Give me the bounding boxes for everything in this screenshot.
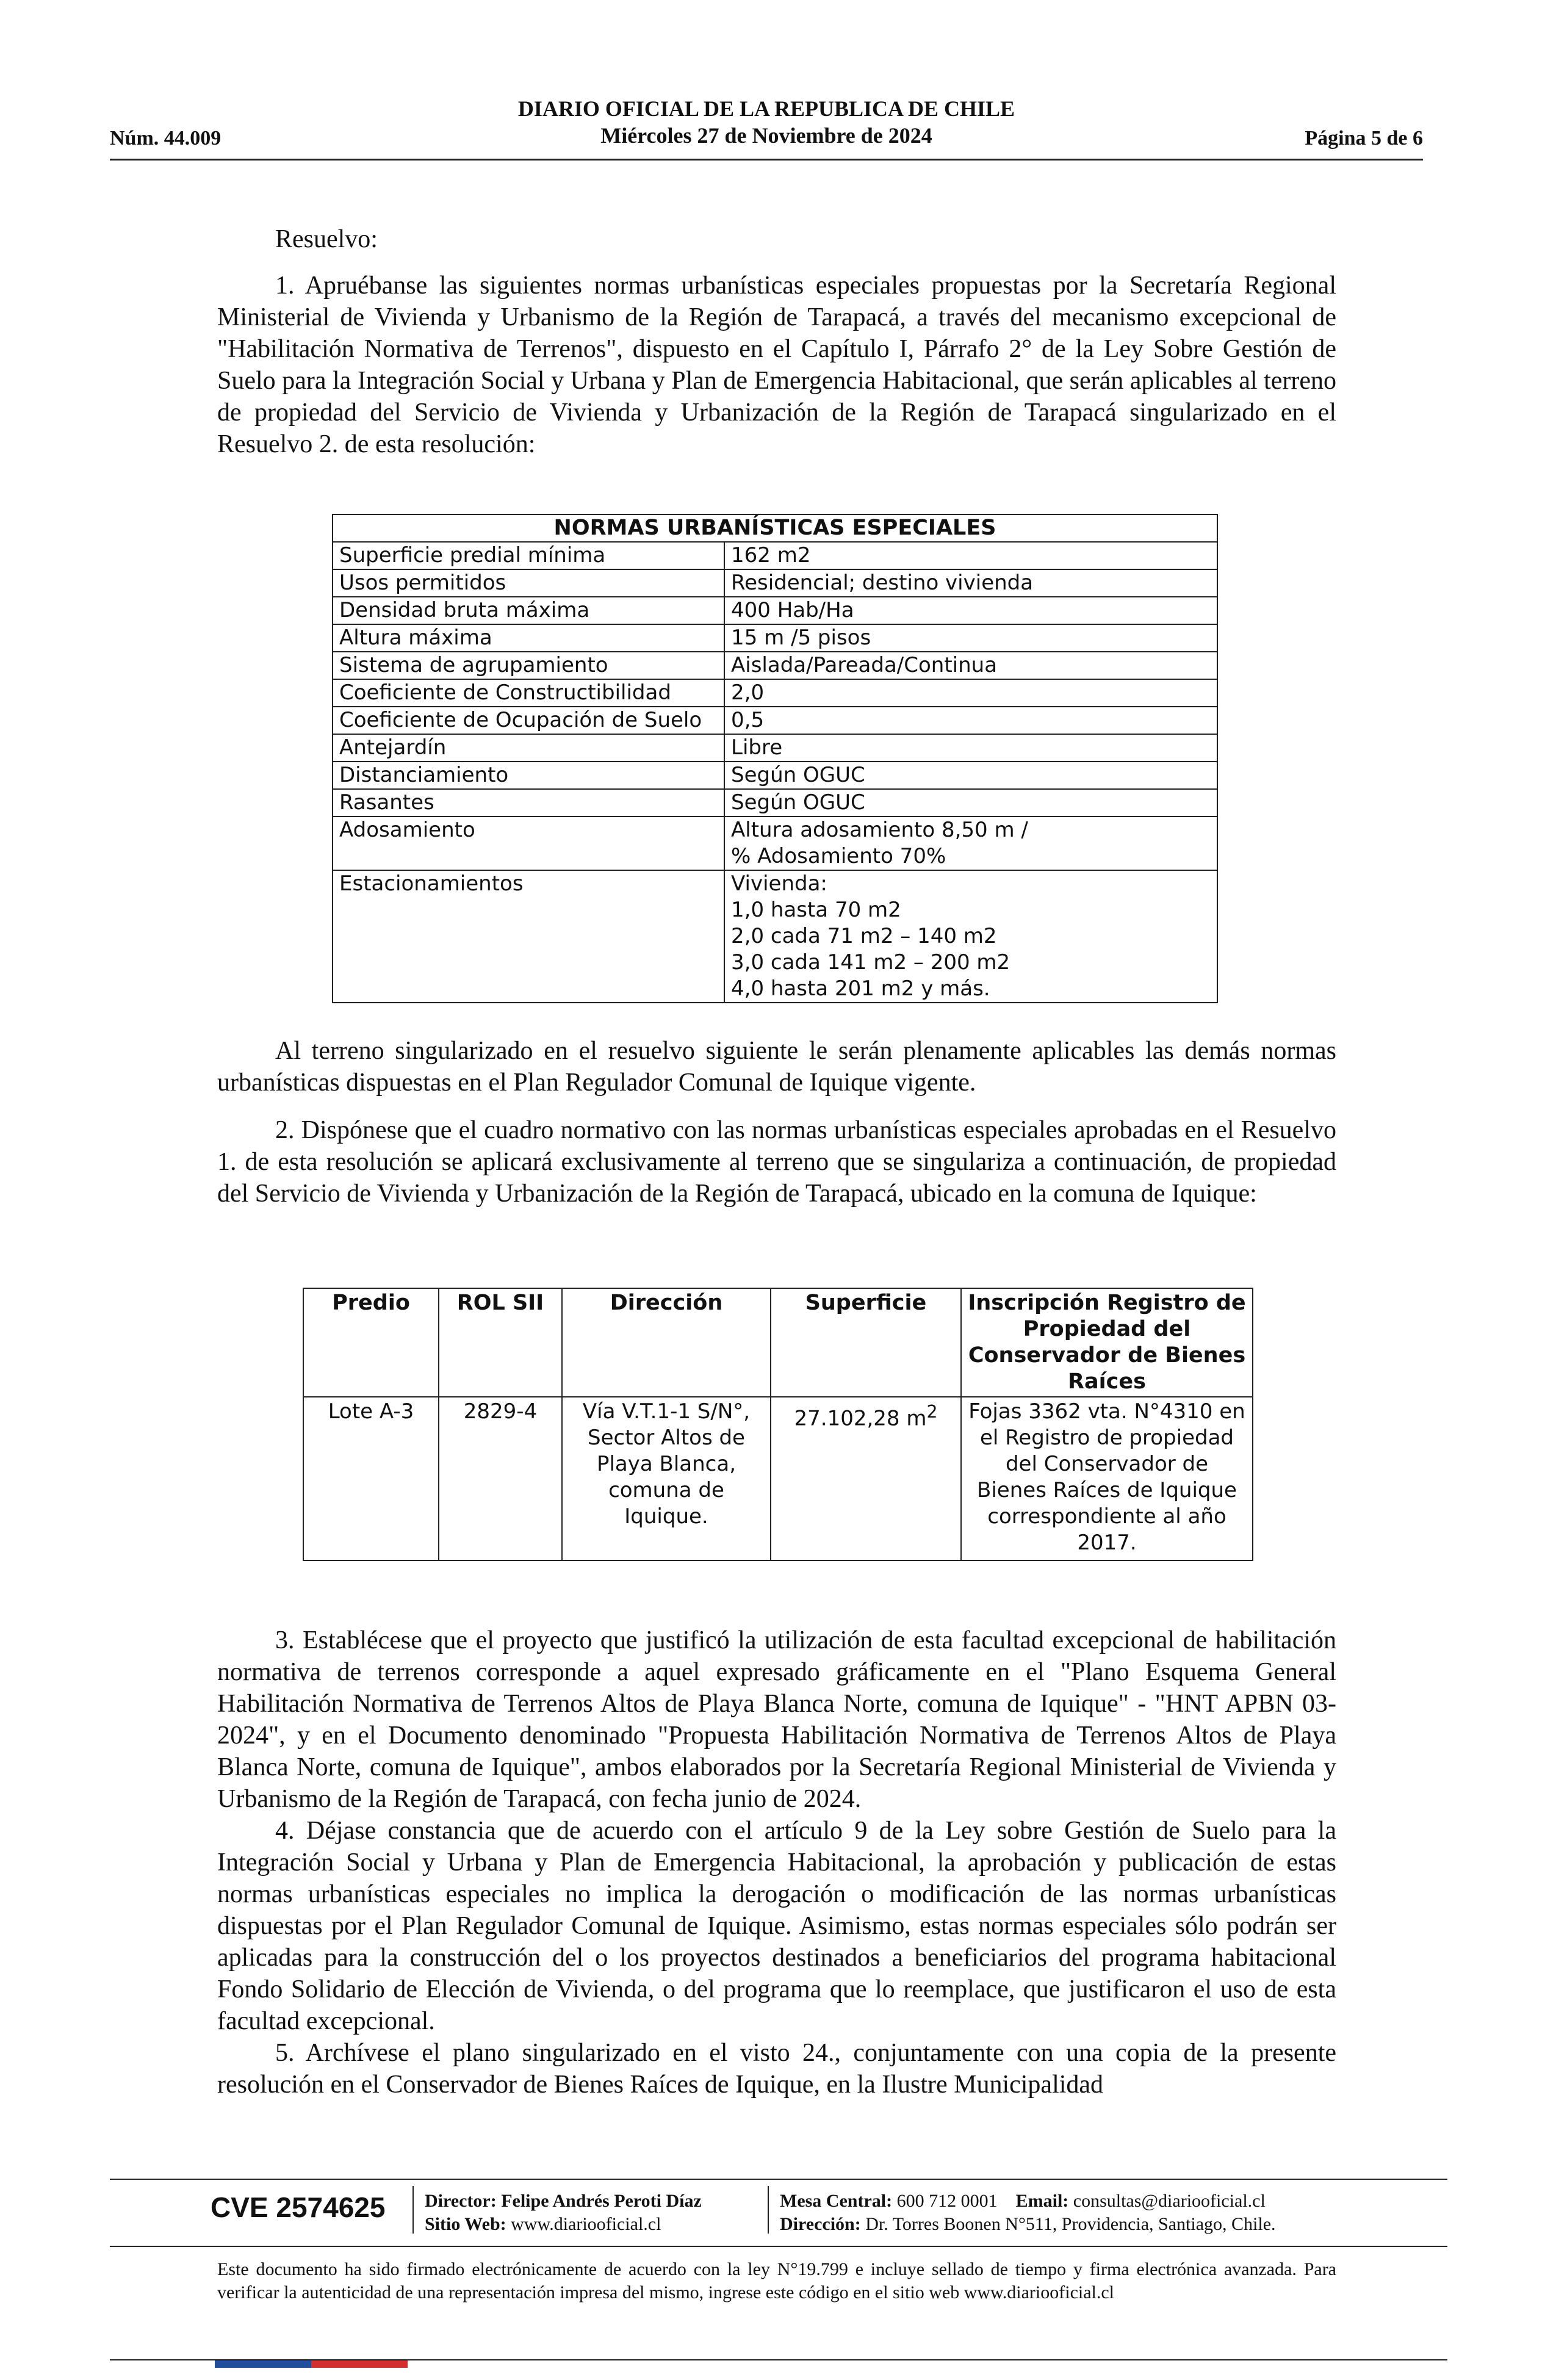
normas-row	[333, 679, 1217, 707]
section-resuelvo	[217, 223, 1336, 460]
normas-caption: NORMAS URBANÍSTICAS ESPECIALES	[333, 514, 1217, 542]
norma-value: Según OGUC	[724, 762, 1217, 789]
web-label: Sitio Web:	[425, 2214, 506, 2234]
norma-name: Altura máxima	[333, 624, 724, 652]
paragraph-5: 5. Archívese el plano singularizado en el visto 24., conjuntamente con una copia de la presente resolución en el Conservador de Bienes Raíces de Iquique, en la Ilustre Municipalidad	[217, 2039, 1336, 2099]
footer-contact-block	[780, 2190, 1276, 2236]
issue-number: Núm. 44.009	[110, 127, 222, 150]
director-name: Felipe Andrés Peroti Díaz	[501, 2191, 702, 2211]
normas-row	[333, 597, 1217, 624]
cell-direccion: Vía V.T.1-1 S/N°, Sector Altos de Playa Blanca, comuna de Iquique.	[562, 1397, 771, 1560]
address-line	[780, 2213, 1276, 2236]
mesa-label: Mesa Central:	[780, 2191, 893, 2211]
norma-name: Estacionamientos	[333, 870, 724, 1003]
norma-name: Usos permitidos	[333, 569, 724, 597]
norma-value: 0,5	[724, 707, 1217, 734]
normas-row	[333, 789, 1217, 817]
signature-note: Este documento ha sido firmado electrónicamente de acuerdo con la ley N°19.799 e incluye sellado de tiempo y firma electrónica avanzada. Para verificar la autenticidad de una representación impresa del mismo, ingrese este código en el sitio web www.diariooficial.cl	[217, 2259, 1336, 2302]
page-header	[110, 92, 1423, 160]
paragraph-4: 4. Déjase constancia que de acuerdo con el artículo 9 de la Ley sobre Gestión de Suelo para la Integración Social y Urbana y Plan de Emergencia Habitacional, la aprobación y publicación de estas normas urbanísticas especiales no implica la derogación o modificación de las normas urbanísticas dispuestas por el Plan Regulador Comunal de Iquique. Asimismo, estas normas especiales sólo podrán ser aplicadas para la construcción del o los proyectos destinados a beneficiarios del programa habitacional Fondo Solidario de Elección de Vivienda, o del programa que lo reemplace, que justificaron el uso de esta facultad excepcional.	[217, 1817, 1336, 2035]
web-line	[425, 2213, 702, 2236]
normas-row	[333, 707, 1217, 734]
norma-value: 400 Hab/Ha	[724, 597, 1217, 624]
norma-name: Coeficiente de Ocupación de Suelo	[333, 707, 724, 734]
norma-value: 2,0	[724, 679, 1217, 707]
normas-row	[333, 624, 1217, 652]
publication-date: Miércoles 27 de Noviembre de 2024	[600, 123, 932, 148]
normas-row	[333, 817, 1217, 870]
email-label: Email:	[1015, 2191, 1069, 2211]
mesa-line	[780, 2190, 1276, 2213]
col-rol: ROL SII	[439, 1288, 562, 1397]
predio-row	[303, 1397, 1253, 1560]
norma-name: Coeficiente de Constructibilidad	[333, 679, 724, 707]
norma-value: Residencial; destino vivienda	[724, 569, 1217, 597]
footer-mid-rule	[110, 2246, 1447, 2247]
norma-value: Aislada/Pareada/Continua	[724, 652, 1217, 679]
norma-name: Rasantes	[333, 789, 724, 817]
section-after-table	[217, 1035, 1336, 1210]
normas-row	[333, 762, 1217, 789]
flag-bar-blue	[215, 2360, 311, 2368]
norma-value: Según OGUC	[724, 789, 1217, 817]
paragraph-1: 1. Apruébanse las siguientes normas urbanísticas especiales propuestas por la Secretaría Regional Ministerial de Vivienda y Urbanismo de la Región de Tarapacá, a través del mecanismo excepcional de "Habilitación Normativa de Terrenos", dispuesto en el Capítulo I, Párrafo 2° de la Ley Sobre Gestión de Suelo para la Integración Social y Urbana y Plan de Emergencia Habitacional, que serán aplicables al terreno de propiedad del Servicio de Vivienda y Urbanización de la Región de Tarapacá singularizado en el Resuelvo 2. de esta resolución:	[217, 272, 1336, 458]
normas-row	[333, 542, 1217, 569]
norma-value: Libre	[724, 734, 1217, 762]
norma-name: Adosamiento	[333, 817, 724, 870]
normas-table	[332, 514, 1218, 1003]
norma-name: Distanciamiento	[333, 762, 724, 789]
footer-separator-2	[768, 2186, 769, 2234]
normas-row	[333, 652, 1217, 679]
footer-director-block	[425, 2190, 702, 2236]
predio-table	[303, 1288, 1253, 1561]
superficie-superscript: 2	[926, 1402, 938, 1422]
address-value: Dr. Torres Boonen N°511, Providencia, Santiago, Chile.	[865, 2214, 1276, 2234]
cell-rol: 2829-4	[439, 1397, 562, 1560]
norma-name: Sistema de agrupamiento	[333, 652, 724, 679]
cell-inscripcion: Fojas 3362 vta. N°4310 en el Registro de propiedad del Conservador de Bienes Raíces de Iquique correspondiente al año 2017.	[961, 1397, 1253, 1560]
paragraph-2: 2. Dispónese que el cuadro normativo con las normas urbanísticas especiales aprobadas en el Resuelvo 1. de esta resolución se aplicará exclusivamente al terreno que se singulariza a continuación, de propiedad del Servicio de Vivienda y Urbanización de la Región de Tarapacá, ubicado en la comuna de Iquique:	[217, 1116, 1336, 1208]
page-number: Página 5 de 6	[1305, 127, 1423, 150]
section-resolutions	[217, 1625, 1336, 2101]
resuelvo-label: Resuelvo:	[275, 225, 378, 253]
col-inscripcion: Inscripción Registro de Propiedad del Conservador de Bienes Raíces	[961, 1288, 1253, 1397]
normas-caption-row	[333, 514, 1217, 542]
address-label: Dirección:	[780, 2214, 861, 2234]
footer-separator-1	[412, 2186, 414, 2234]
director-line	[425, 2190, 702, 2213]
col-predio: Predio	[303, 1288, 439, 1397]
director-label: Director:	[425, 2191, 497, 2211]
web-link[interactable]: www.diariooficial.cl	[511, 2214, 661, 2234]
norma-value: Vivienda: 1,0 hasta 70 m2 2,0 cada 71 m2 – 140 m2 3,0 cada 141 m2 – 200 m2 4,0 hasta 201 m2 y más.	[724, 870, 1217, 1003]
predio-header-row	[303, 1288, 1253, 1397]
normas-row	[333, 569, 1217, 597]
norma-name: Densidad bruta máxima	[333, 597, 724, 624]
paragraph-after-table: Al terreno singularizado en el resuelvo siguiente le serán plenamente aplicables las demás normas urbanísticas dispuestas en el Plan Regulador Comunal de Iquique vigente.	[217, 1037, 1336, 1097]
col-superficie: Superficie	[771, 1288, 961, 1397]
normas-row	[333, 734, 1217, 762]
col-direccion: Dirección	[562, 1288, 771, 1397]
header-center	[110, 95, 1423, 149]
cell-superficie	[771, 1397, 961, 1560]
norma-name: Antejardín	[333, 734, 724, 762]
norma-name: Superficie predial mínima	[333, 542, 724, 569]
cve-code: CVE 2574625	[211, 2191, 386, 2223]
norma-value: Altura adosamiento 8,50 m / % Adosamiento 70%	[724, 817, 1217, 870]
paragraph-3: 3. Establécese que el proyecto que justificó la utilización de esta facultad excepcional de habilitación normativa de terrenos corresponde a aquel expresado gráficamente en el "Plano Esquema General Habilitación Normativa de Terrenos Altos de Playa Blanca Norte, comuna de Iquique" - "HNT APBN 03-2024", y en el Documento denominado "Propuesta Habilitación Normativa de Terrenos Altos de Playa Blanca Norte, comuna de Iquique", ambos elaborados por la Secretaría Regional Ministerial de Vivienda y Urbanismo de la Región de Tarapacá, con fecha junio de 2024.	[217, 1626, 1336, 1813]
flag-bar-red	[311, 2360, 408, 2368]
norma-value: 162 m2	[724, 542, 1217, 569]
publication-title: DIARIO OFICIAL DE LA REPUBLICA DE CHILE	[517, 96, 1015, 121]
mesa-phone: 600 712 0001	[896, 2191, 998, 2211]
superficie-value: 27.102,28 m	[794, 1406, 927, 1431]
footer-top-rule	[110, 2179, 1447, 2180]
cell-predio: Lote A-3	[303, 1397, 439, 1560]
norma-value: 15 m /5 pisos	[724, 624, 1217, 652]
email-address[interactable]: consultas@diariooficial.cl	[1073, 2191, 1266, 2211]
normas-row	[333, 870, 1217, 1003]
